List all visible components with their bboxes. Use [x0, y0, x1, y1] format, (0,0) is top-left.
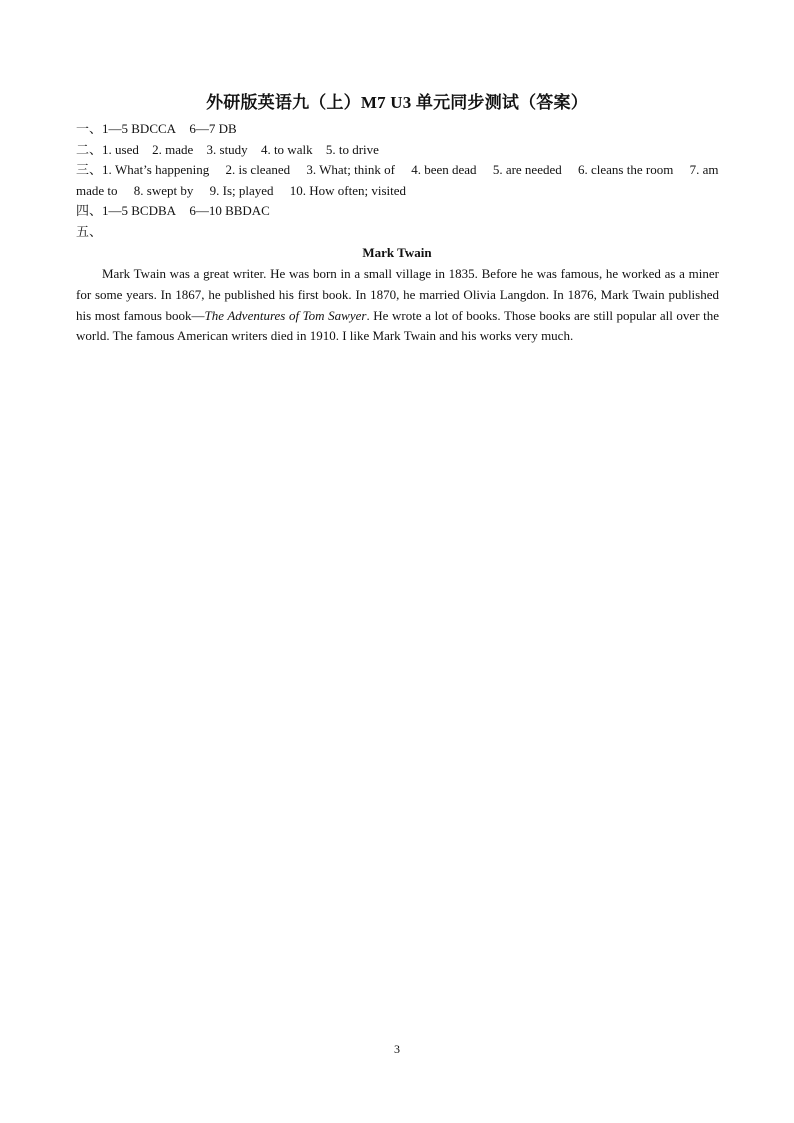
answer-item: 4. to walk [260, 141, 313, 157]
answer-section-2 [76, 140, 736, 161]
answer-item: 4. been dead [411, 162, 477, 178]
answer-item: 1—5 BDCCA [102, 121, 177, 136]
answer-item: 6—7 DB [189, 121, 237, 136]
answer-item: 7. am made to [76, 162, 719, 198]
answer-item: 1. used [102, 141, 139, 157]
section-label: 一、 [76, 121, 103, 136]
essay-title: Mark Twain [362, 245, 432, 260]
answer-item: 8. swept by [133, 182, 194, 198]
page-number: 3 [394, 1042, 400, 1056]
section-label: 三、 [76, 162, 103, 178]
page-title: 外研版英语九（上）M7 U3 单元同步测试（答案） [206, 93, 588, 112]
answer-item: 3. study [206, 141, 248, 157]
answer-item: 3. What; think of [306, 162, 395, 178]
book-title: The Adventures of Tom Sawyer [204, 307, 367, 323]
answer-item: 6—10 BBDAC [189, 203, 270, 219]
essay-text-part: Mark Twain was a great writer. He was born in a small village in 1835. Before he was famous, he worked as a miner for some years. In 1867, he published his first book. In 1870, he married Olivia Langdon. In 1876, Mark Twain published his most famous book— [76, 266, 719, 323]
answer-item: 1—5 BCDBA [102, 203, 177, 219]
answer-item: 2. is cleaned [225, 162, 291, 178]
answer-item: 5. to drive [325, 141, 379, 157]
answer-key [76, 119, 736, 243]
essay-body [76, 264, 719, 347]
section-label: 四、 [76, 203, 103, 219]
section-label: 二、 [76, 141, 103, 157]
answer-section-3 [76, 160, 736, 201]
answer-section-1 [76, 119, 736, 140]
answer-item: 6. cleans the room [578, 162, 674, 178]
answer-item: 1. What’s happening [102, 162, 210, 178]
answer-item: 2. made [152, 141, 194, 157]
answer-item: 5. are needed [492, 162, 562, 178]
essay-text-part: . He wrote a lot of books. Those books are still popular all over the world. The famous American writers died in 1910. I like Mark Twain and his works very much. [76, 307, 719, 344]
answer-item: 9. Is; played [209, 182, 274, 198]
answer-item: 10. How often; visited [289, 182, 407, 198]
answer-section-5 [76, 222, 736, 243]
section-label: 五、 [76, 223, 103, 239]
answer-section-4 [76, 201, 736, 222]
